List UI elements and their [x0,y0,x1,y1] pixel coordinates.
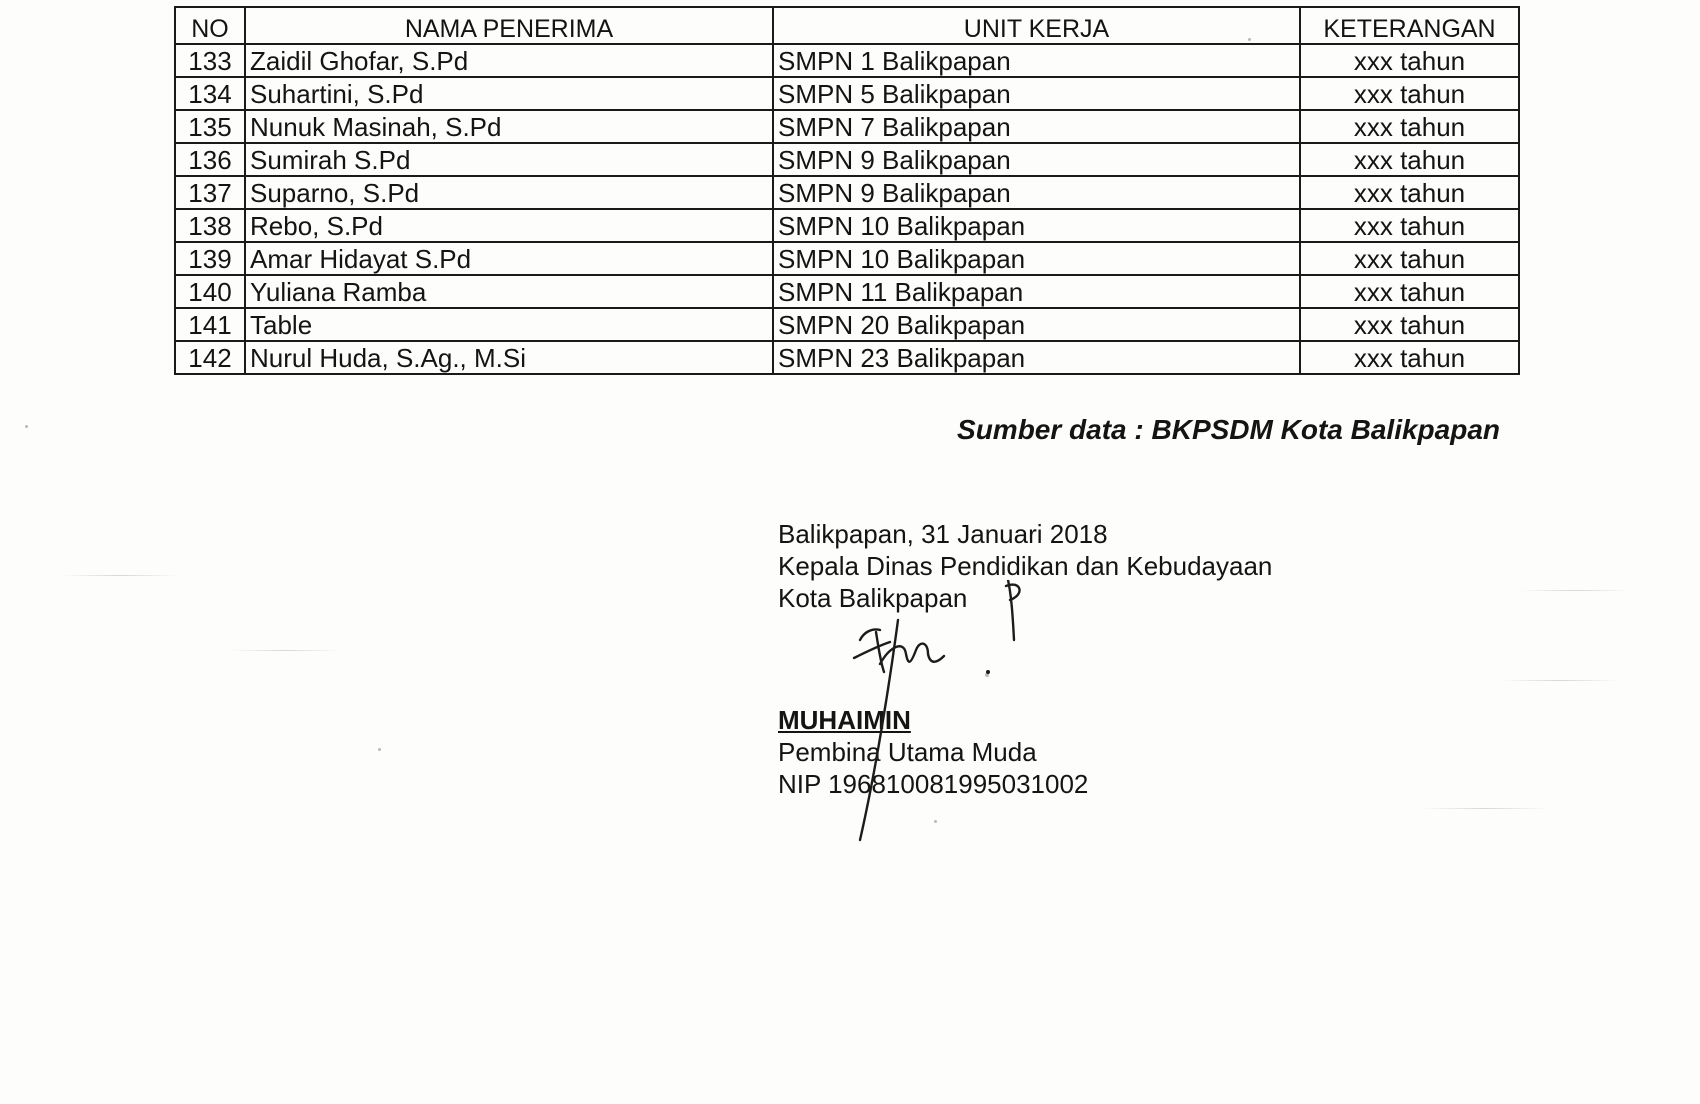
cell-unit: SMPN 5 Balikpapan [773,77,1300,110]
table-row [175,143,1519,176]
scan-smudge [1500,680,1620,681]
cell-name: Nunuk Masinah, S.Pd [245,110,773,143]
cell-name: Zaidil Ghofar, S.Pd [245,44,773,77]
cell-no: 140 [175,275,245,308]
place-date: Balikpapan, 31 Januari 2018 [778,519,1108,549]
cell-no: 134 [175,77,245,110]
table-row [175,242,1519,275]
cell-unit: SMPN 9 Balikpapan [773,176,1300,209]
table-row [175,308,1519,341]
official-nip: NIP 196810081995031002 [778,769,1089,799]
cell-no: 139 [175,242,245,275]
cell-unit: SMPN 11 Balikpapan [773,275,1300,308]
header-name: NAMA PENERIMA [245,7,773,44]
cell-no: 135 [175,110,245,143]
cell-keterangan: xxx tahun [1300,176,1519,209]
signature-stroke [1006,580,1014,640]
header-no: NO [175,7,245,44]
cell-unit: SMPN 10 Balikpapan [773,242,1300,275]
cell-unit: SMPN 23 Balikpapan [773,341,1300,374]
cell-name: Yuliana Ramba [245,275,773,308]
recipients-table [174,6,1520,375]
signature-stroke [876,632,884,672]
cell-name: Amar Hidayat S.Pd [245,242,773,275]
official-rank: Pembina Utama Muda [778,737,1037,767]
position-title: Kepala Dinas Pendidikan dan Kebudayaan [778,551,1273,581]
scan-smudge [230,650,340,651]
header-keterangan: KETERANGAN [1300,7,1519,44]
cell-unit: SMPN 1 Balikpapan [773,44,1300,77]
table-row [175,110,1519,143]
cell-no: 137 [175,176,245,209]
cell-no: 133 [175,44,245,77]
scan-smudge [1520,590,1630,591]
signature-dot [986,670,990,674]
cell-name: Suparno, S.Pd [245,176,773,209]
cell-unit: SMPN 20 Balikpapan [773,308,1300,341]
table-row [175,341,1519,374]
cell-unit: SMPN 10 Balikpapan [773,209,1300,242]
signature-stroke [880,644,944,664]
signature-stroke [1006,585,1020,600]
cell-keterangan: xxx tahun [1300,242,1519,275]
cell-keterangan: xxx tahun [1300,341,1519,374]
signature-stroke [854,629,890,658]
cell-keterangan: xxx tahun [1300,44,1519,77]
table-row [175,209,1519,242]
official-name: MUHAIMIN [778,705,911,735]
cell-name: Sumirah S.Pd [245,143,773,176]
cell-no: 141 [175,308,245,341]
cell-unit: SMPN 9 Balikpapan [773,143,1300,176]
table-row [175,176,1519,209]
table-row [175,44,1519,77]
table-row [175,77,1519,110]
cell-keterangan: xxx tahun [1300,77,1519,110]
cell-keterangan: xxx tahun [1300,275,1519,308]
cell-unit: SMPN 7 Balikpapan [773,110,1300,143]
cell-keterangan: xxx tahun [1300,110,1519,143]
table-row [175,275,1519,308]
cell-keterangan: xxx tahun [1300,209,1519,242]
scan-smudge [1420,808,1550,809]
source-note: Sumber data : BKPSDM Kota Balikpapan [957,414,1500,445]
cell-no: 136 [175,143,245,176]
cell-name: Rebo, S.Pd [245,209,773,242]
cell-keterangan: xxx tahun [1300,143,1519,176]
position-city: Kota Balikpapan [778,583,968,613]
scan-speck [25,425,28,428]
cell-name: Suhartini, S.Pd [245,77,773,110]
cell-no: 138 [175,209,245,242]
scan-speck [378,748,381,751]
cell-name: Nurul Huda, S.Ag., M.Si [245,341,773,374]
handwritten-signature [820,580,1040,850]
cell-keterangan: xxx tahun [1300,308,1519,341]
table-header-row [175,7,1519,44]
cell-no: 142 [175,341,245,374]
header-unit: UNIT KERJA [773,7,1300,44]
cell-name: Table [245,308,773,341]
scan-smudge [60,575,180,576]
